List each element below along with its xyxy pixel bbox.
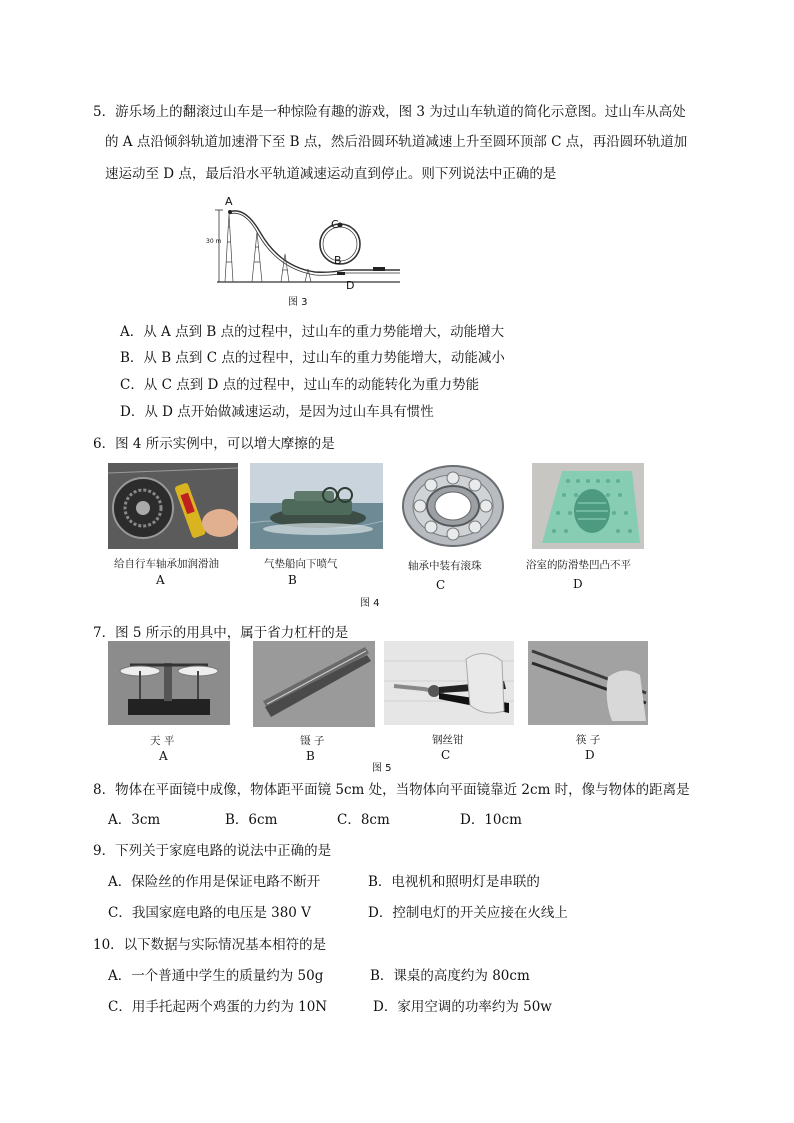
label-point-a: A [225, 195, 233, 208]
q6-caption-d: 浴室的防滑垫凹凸不平 [526, 559, 631, 571]
q9-option-b: B．电视机和照明灯是串联的 [368, 874, 540, 890]
photo-bicycle-lubrication [108, 463, 238, 549]
q6-caption-c: 轴承中装有滚珠 [408, 560, 482, 572]
q10-option-a: A．一个普通中学生的质量约为 50g [108, 968, 324, 984]
figure-3-caption: 图 3 [288, 297, 308, 308]
q10-stem: 10．以下数据与实际情况基本相符的是 [93, 937, 327, 953]
q8-option-a: A．3cm [108, 812, 161, 828]
q7-letter-c: C [441, 748, 451, 762]
q8-option-d: D．10cm [460, 812, 522, 828]
q9-option-c: C．我国家庭电路的电压是 380 V [108, 905, 311, 921]
q5-stem-line-1: 5．游乐场上的翻滚过山车是一种惊险有趣的游戏，图 3 为过山车轨道的简化示意图。过山车从高处 [93, 104, 686, 120]
q7-caption-b: 镊 子 [300, 735, 325, 747]
q7-caption-a: 天 平 [150, 735, 175, 747]
photo-anti-slip-mat [532, 463, 644, 549]
photo-wire-pliers [384, 641, 514, 725]
q7-caption-d: 筷 子 [576, 734, 601, 746]
label-point-b: B [334, 254, 342, 267]
label-height-30m: 30 m [206, 238, 222, 245]
q6-caption-a: 给自行车轴承加润滑油 [114, 558, 219, 570]
q5-option-d: D．从 D 点开始做减速运动，是因为过山车具有惯性 [120, 404, 434, 420]
q6-letter-b: B [288, 573, 297, 587]
q6-stem: 6．图 4 所示实例中，可以增大摩擦的是 [93, 436, 335, 452]
figure-4-caption: 图 4 [360, 598, 380, 609]
q5-option-c: C．从 C 点到 D 点的过程中，过山车的动能转化为重力势能 [120, 377, 480, 393]
q10-option-d: D．家用空调的功率约为 50w [373, 999, 552, 1015]
q5-option-b: B．从 B 点到 C 点的过程中，过山车的重力势能增大，动能减小 [120, 350, 505, 366]
q7-stem: 7．图 5 所示的用具中，属于省力杠杆的是 [93, 625, 349, 641]
q5-stem-line-2: 的 A 点沿倾斜轨道加速滑下至 B 点，然后沿圆环轨道减速上升至圆环顶部 C 点，再沿圆环轨道加 [105, 134, 688, 150]
q6-letter-a: A [156, 573, 165, 587]
roller-coaster-diagram [205, 192, 405, 292]
q9-option-d: D．控制电灯的开关应接在火线上 [368, 905, 568, 921]
q7-letter-b: B [306, 749, 315, 763]
figure-5-caption: 图 5 [372, 763, 392, 774]
label-point-d: D [346, 279, 355, 292]
q7-caption-c: 钢丝钳 [432, 734, 464, 746]
q6-letter-c: C [436, 578, 446, 592]
q8-stem: 8．物体在平面镜中成像，物体距平面镜 5cm 处，当物体向平面镜靠近 2cm 时，像与物体的距离是 [93, 782, 690, 798]
photo-ball-bearing [395, 463, 513, 549]
photo-hovercraft [250, 463, 383, 549]
q7-letter-d: D [585, 748, 595, 762]
label-point-c: C [331, 218, 339, 231]
q10-option-b: B．课桌的高度约为 80cm [370, 968, 530, 984]
q5-option-a: A．从 A 点到 B 点的过程中，过山车的重力势能增大，动能增大 [120, 324, 505, 340]
figure-3-roller-coaster [205, 192, 405, 292]
q6-letter-d: D [573, 577, 583, 591]
photo-chopsticks [528, 641, 648, 725]
q6-caption-b: 气垫船向下喷气 [264, 558, 338, 570]
q10-option-c: C．用手托起两个鸡蛋的力约为 10N [108, 999, 328, 1015]
q9-option-a: A．保险丝的作用是保证电路不断开 [108, 874, 321, 890]
q5-stem-line-3: 速运动至 D 点，最后沿水平轨道减速运动直到停止。则下列说法中正确的是 [105, 166, 557, 182]
photo-balance-scale [108, 641, 230, 725]
photo-tweezers [253, 641, 375, 727]
q8-option-c: C．8cm [337, 812, 390, 828]
q9-stem: 9．下列关于家庭电路的说法中正确的是 [93, 843, 332, 859]
q8-option-b: B．6cm [225, 812, 278, 828]
q7-letter-a: A [159, 749, 168, 763]
